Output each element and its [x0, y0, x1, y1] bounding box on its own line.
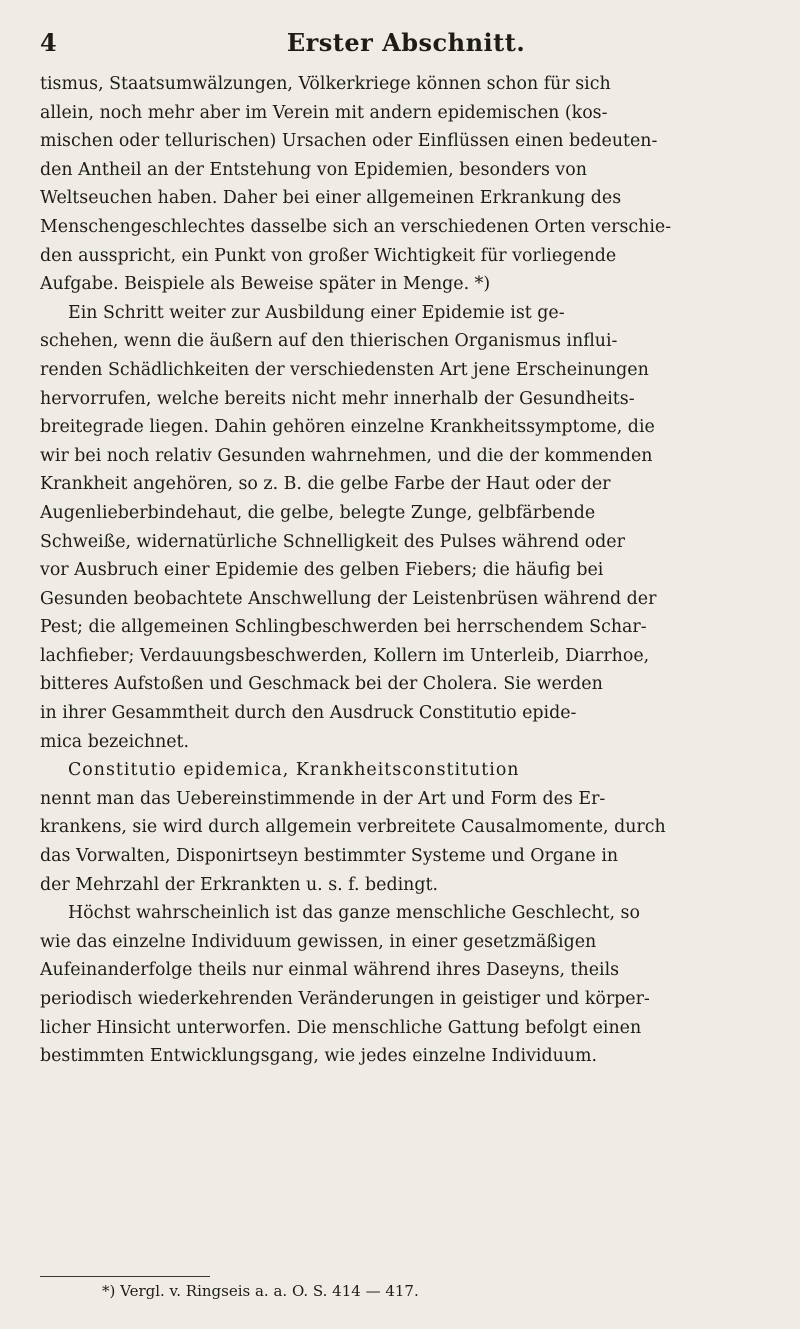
- text-line: schehen, wenn die äußern auf den thierischen Organismus influi-: [40, 331, 618, 352]
- text-line: Pest; die allgemeinen Schlingbeschwerden bei herrschendem Schar-: [40, 617, 647, 638]
- body-text: [40, 70, 772, 1071]
- text-line: nennt man das Uebereinstimmende in der Art und Form des Er-: [40, 788, 606, 809]
- text-line: vor Ausbruch einer Epidemie des gelben Fiebers; die häufig bei: [40, 560, 604, 581]
- text-line: krankens, sie wird durch allgemein verbreitete Causalmomente, durch: [40, 817, 666, 838]
- text-line: lachfieber; Verdauungsbeschwerden, Kollern im Unterleib, Diarrhoe,: [40, 645, 650, 666]
- text-line: renden Schädlichkeiten der verschiedensten Art jene Erscheinungen: [40, 359, 649, 380]
- text-line: mischen oder tellurischen) Ursachen oder Einflüssen einen bedeuten-: [40, 131, 658, 152]
- text-line: das Vorwalten, Disponirtseyn bestimmter Systeme und Organe in: [40, 846, 619, 867]
- footnote-divider: [40, 1276, 210, 1277]
- text-line: licher Hinsicht unterworfen. Die menschliche Gattung befolgt einen: [40, 1017, 642, 1038]
- text-line: Aufeinanderfolge theils nur einmal während ihres Daseyns, theils: [40, 960, 620, 981]
- text-line: wir bei noch relativ Gesunden wahrnehmen, und die der kommenden: [40, 445, 653, 466]
- text-line: tismus, Staatsumwälzungen, Völkerkriege können schon für sich: [40, 74, 611, 94]
- text-line: in ihrer Gesammtheit durch den Ausdruck Constitutio epide-: [40, 703, 577, 724]
- text-line: Gesunden beobachtete Anschwellung der Leistenbrüsen während der: [40, 588, 657, 609]
- text-line: Krankheit angehören, so z. B. die gelbe Farbe der Haut oder der: [40, 474, 611, 495]
- text-line: Weltseuchen haben. Daher bei einer allgemeinen Erkrankung des: [40, 188, 622, 209]
- text-line: Ein Schritt weiter zur Ausbildung einer Epidemie ist ge-: [68, 302, 565, 323]
- text-line: den Antheil an der Entstehung von Epidemien, besonders von: [40, 159, 587, 180]
- text-line: Augenlieberbindehaut, die gelbe, belegte Zunge, gelbfärbende: [40, 502, 596, 523]
- text-line: bitteres Aufstoßen und Geschmack bei der Cholera. Sie werden: [40, 674, 603, 695]
- text-line: allein, noch mehr aber im Verein mit andern epidemischen (kos-: [40, 102, 608, 123]
- text-line: Schweiße, widernatürliche Schnelligkeit des Pulses während oder: [40, 531, 625, 552]
- text-line: hervorrufen, welche bereits nicht mehr innerhalb der Gesundheits-: [40, 388, 635, 409]
- text-line: periodisch wiederkehrenden Veränderungen in geistiger und körper-: [40, 989, 650, 1009]
- text-line: den ausspricht, ein Punkt von großer Wichtigkeit für vorliegende: [40, 245, 617, 266]
- text-line: mica bezeichnet.: [40, 731, 190, 752]
- page-header: [40, 28, 772, 62]
- text-line: Aufgabe. Beispiele als Beweise später in Menge. *): [40, 274, 491, 295]
- text-line: der Mehrzahl der Erkrankten u. s. f. bedingt.: [40, 874, 439, 895]
- page-number: 4: [40, 28, 57, 57]
- running-head: Erster Abschnitt.: [286, 28, 526, 57]
- text-line: wie das einzelne Individuum gewissen, in einer gesetzmäßigen: [40, 931, 597, 952]
- text-line: bestimmten Entwicklungsgang, wie jedes einzelne Individuum.: [40, 1046, 598, 1067]
- section-lead-line: Constitutio epidemica, Krankheitsconstitution: [68, 760, 520, 781]
- text-line: Höchst wahrscheinlich ist das ganze menschliche Geschlecht, so: [68, 903, 640, 924]
- footnote: *) Vergl. v. Ringseis a. a. O. S. 414 — 417.: [102, 1282, 419, 1300]
- text-line: breitegrade liegen. Dahin gehören einzelne Krankheitssymptome, die: [40, 417, 655, 438]
- text-line: Menschengeschlechtes dasselbe sich an verschiedenen Orten verschie-: [40, 216, 672, 237]
